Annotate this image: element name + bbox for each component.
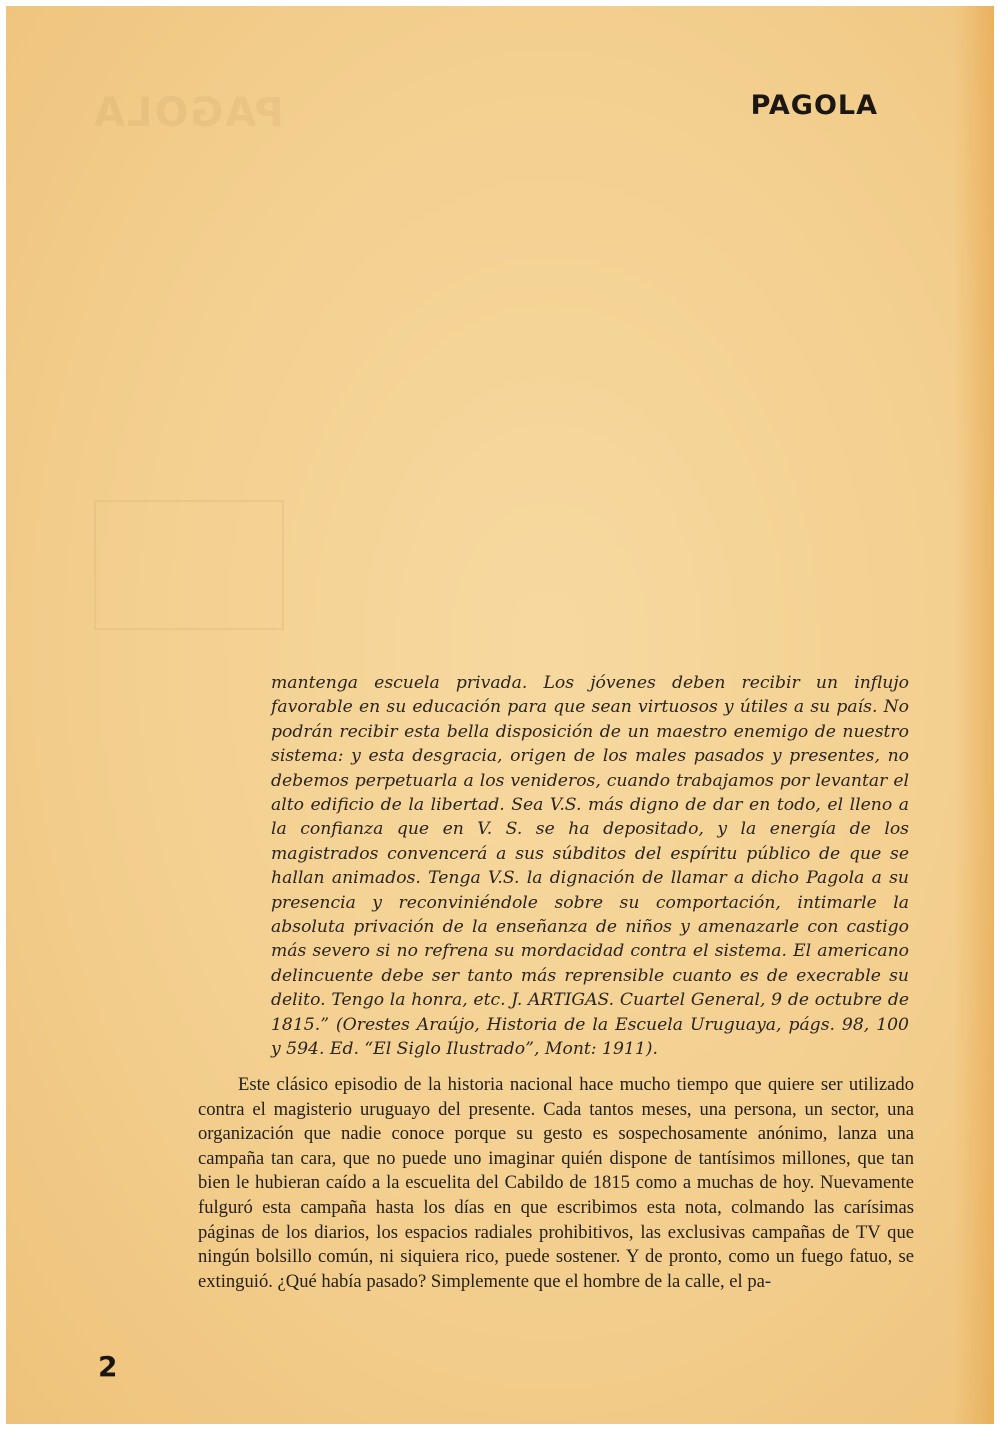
show-through-box-decoration [94, 500, 284, 630]
quoted-letter [271, 671, 909, 1062]
body-paragraph: Este clásico episodio de la historia nacional hace mucho tiempo que quiere ser utilizado contra el magisterio uruguayo del presente. Cada tantos meses, una persona, un sector, una organización que nadie conoce porque su gesto es sospechosamente anónimo, lanza una campaña tan cara, que no puede uno imaginar quién dispone de tantísimos millones, que tan bien le hubieran caído a la escuelita del Cabildo de 1815 como a muchas de hoy. Nuevamente fulguró esta campaña hasta los días en que escribimos esta nota, colmando las carísimas páginas de los diarios, los espacios radiales prohibitivos, las exclusivas campañas de TV que ningún bolsillo común, ni siquiera rico, puede sostener. Y de pronto, como un fuego fatuo, se extinguió. ¿Qué había pasado? Simplemente que el hombre de la calle, el pa- [198, 1074, 914, 1292]
body-text [198, 1073, 914, 1294]
quote-paragraph: mantenga escuela privada. Los jóvenes deben recibir un influjo favorable en su educación para que sean virtuosos y útiles a su país. No podrán recibir esta bella disposición de un maestro enemigo de nuestro sistema: y esta desgracia, origen de los males pasados y presentes, no debemos perpetuarla a los venideros, cuando trabajamos por levantar el alto edificio de la libertad. Sea V.S. más digno de dar en todo, el lleno a la confianza que en V. S. se ha depositado, y la energía de los magistrados convencerá a sus súbditos del espíritu público de que se hallan animados. Tenga V.S. la dignación de llamar a dicho Pagola a su presencia y reconviniéndole sobre su comportación, intimarle la absoluta privación de la enseñanza de niños y amenazarle con castigo más severo si no refrena su mordacidad contra el sistema. El americano delincuente debe ser tanto más reprensible cuanto es de execrable su delito. Tengo la honra, etc. J. ARTIGAS. Cuartel General, 9 de octubre de 1815.” (Orestes Araújo, Historia de la Escuela Uruguaya, págs. 98, 100 y 594. Ed. “El Siglo Ilustrado”, Mont: 1911). [271, 673, 909, 1060]
page-header-title: PAGOLA [750, 90, 878, 121]
page-number: 2 [98, 1350, 118, 1383]
document-page [6, 6, 994, 1424]
show-through-title-decoration: PAGOLA [92, 90, 284, 136]
